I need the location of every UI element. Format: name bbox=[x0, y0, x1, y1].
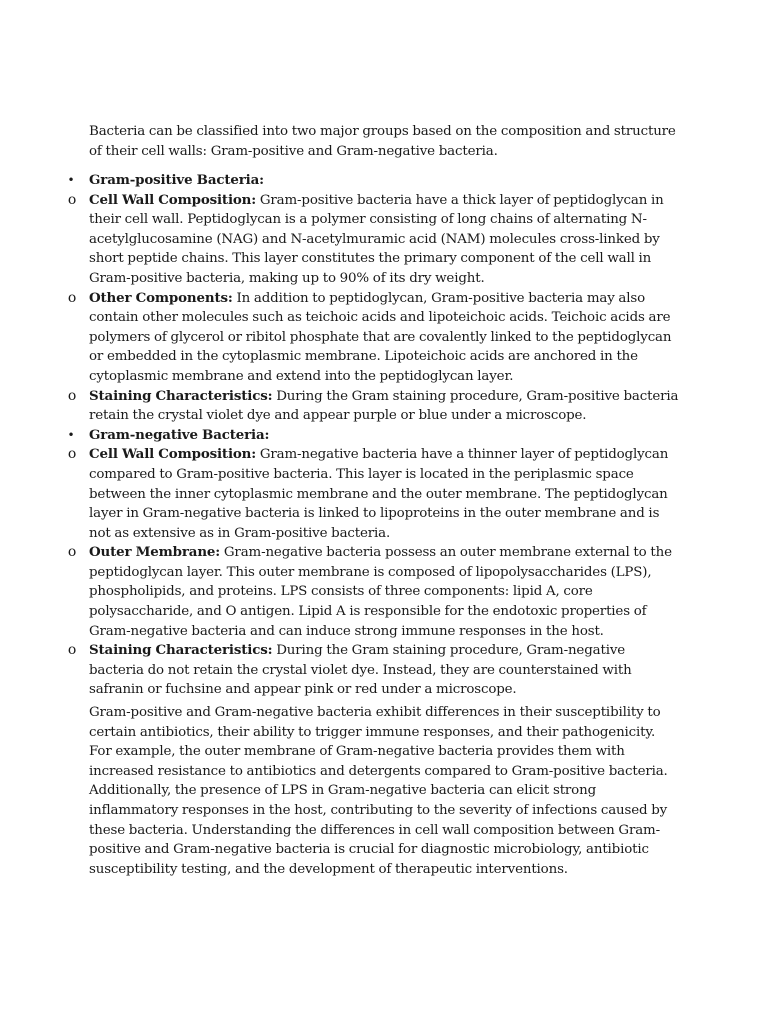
circle-bullet-icon: o bbox=[67, 642, 77, 659]
outro-paragraph: Gram-positive and Gram-negative bacteria exhibit differences in their susceptibility to certain antibiotics, their ability to trigger immune responses, and their pathogenicity. For example, the outer membrane of Gram-negative bacteria provides them with increased resistance to antibiotics and detergents compared to Gram-positive bacteria. Additionally, the presence of LPS in Gram-negative bacteria can elicit strong inflammatory responses in the host, contributing to the severity of infections caused by these bacteria. Understanding the differences in cell wall composition between Gram-positive and Gram-negative bacteria is crucial for diagnostic microbiology, antibiotic susceptibility testing, and the development of therapeutic interventions. bbox=[89, 705, 668, 877]
list-item bbox=[60, 641, 681, 700]
item-heading: Staining Characteristics: bbox=[89, 387, 273, 404]
item-heading: Outer Membrane: bbox=[89, 544, 221, 561]
item-heading: Cell Wall Composition: bbox=[89, 191, 257, 208]
list-item bbox=[60, 171, 681, 191]
item-heading: Staining Characteristics: bbox=[89, 642, 273, 659]
item-heading: Other Components: bbox=[89, 289, 233, 306]
circle-bullet-icon: o bbox=[67, 446, 77, 463]
item-text: During the Gram staining procedure, Gram-positive bacteria retain the crystal violet dye and appear purple or blue under a microscope. bbox=[89, 388, 679, 424]
list-item bbox=[60, 289, 681, 387]
item-heading: Gram-negative Bacteria: bbox=[89, 426, 270, 443]
list-item bbox=[60, 426, 681, 446]
bullet-icon: • bbox=[67, 173, 75, 187]
item-heading: Cell Wall Composition: bbox=[89, 446, 257, 463]
item-text: Gram-negative bacteria have a thinner layer of peptidoglycan compared to Gram-positive bacteria. This layer is located in the periplasmic space between the inner cytoplasmic membrane and the outer membrane. The peptidoglycan layer in Gram-negative bacteria is linked to lipoproteins in the outer membrane and is not as extensive as in Gram-positive bacteria. bbox=[89, 447, 669, 541]
item-text: Gram-negative bacteria possess an outer membrane external to the peptidoglycan layer. This outer membrane is composed of lipopolysaccharides (LPS), phospholipids, and proteins. LPS consists of three components: lipid A, core polysaccharide, and O antigen. Lipid A is responsible for the endotoxic properties of Gram-negative bacteria and can induce strong immune responses in the host. bbox=[89, 545, 672, 639]
bullet-icon: • bbox=[67, 427, 75, 442]
list-item bbox=[60, 387, 681, 426]
list-item bbox=[60, 191, 681, 289]
list-item bbox=[60, 445, 681, 543]
circle-bullet-icon: o bbox=[67, 289, 77, 306]
intro-paragraph: Bacteria can be classified into two major groups based on the composition and structure of their cell walls: Gram-positive and Gram-negative bacteria. bbox=[89, 124, 676, 159]
item-text: Gram-positive bacteria have a thick layer of peptidoglycan in their cell wall. Peptidoglycan is a polymer consisting of long chains of alternating N-acetylglucosamine (NAG) and N-acetylmuramic acid (NAM) molecules cross-linked by short peptide chains. This layer constitutes the primary component of the cell wall in Gram-positive bacteria, making up to 90% of its dry weight. bbox=[89, 192, 664, 286]
item-heading: Gram-positive Bacteria: bbox=[89, 172, 264, 188]
circle-bullet-icon: o bbox=[67, 387, 77, 404]
classification-list bbox=[60, 171, 681, 700]
circle-bullet-icon: o bbox=[67, 544, 77, 561]
item-text: During the Gram staining procedure, Gram-negative bacteria do not retain the crystal violet dye. Instead, they are counterstained with safranin or fuchsine and appear pink or red under a microscope. bbox=[89, 643, 632, 698]
list-item bbox=[60, 543, 681, 641]
circle-bullet-icon: o bbox=[67, 191, 77, 208]
item-text: In addition to peptidoglycan, Gram-positive bacteria may also contain other molecules such as teichoic acids and lipoteichoic acids. Teichoic acids are polymers of glycerol or ribitol phosphate that are covalently linked to the peptidoglycan or embedded in the cytoplasmic membrane. Lipoteichoic acids are anchored in the cytoplasmic membrane and extend into the peptidoglycan layer. bbox=[89, 290, 672, 384]
